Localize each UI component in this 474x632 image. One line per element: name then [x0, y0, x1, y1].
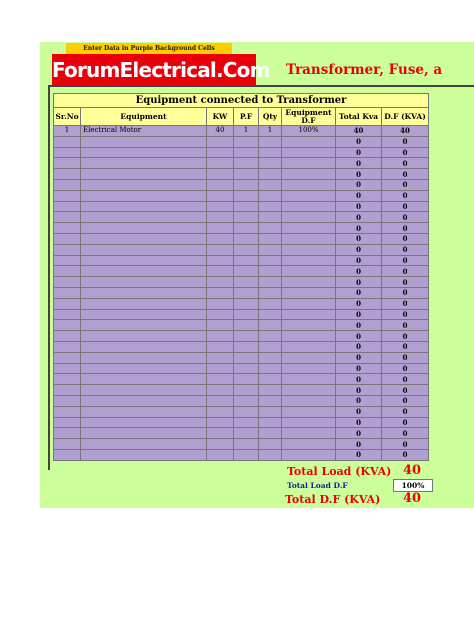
cell-equipment[interactable] — [81, 374, 207, 385]
cell-df-kva: 0 — [382, 395, 429, 406]
cell-pf[interactable] — [234, 374, 259, 385]
cell-total-kva: 0 — [336, 169, 382, 180]
cell-qty[interactable] — [259, 417, 282, 428]
table-row — [54, 147, 429, 158]
table-row — [54, 331, 429, 342]
cell-equipment-df[interactable] — [282, 158, 336, 169]
cell-equipment[interactable] — [81, 309, 207, 320]
cell-pf[interactable] — [234, 320, 259, 331]
cell-pf[interactable] — [234, 179, 259, 190]
col-header-equipment: Equipment — [81, 108, 207, 126]
cell-pf[interactable] — [234, 363, 259, 374]
table-row — [54, 190, 429, 201]
cell-df-kva: 0 — [382, 298, 429, 309]
cell-total-kva: 40 — [336, 126, 382, 137]
cell-kw[interactable] — [207, 341, 234, 352]
cell-qty[interactable] — [259, 147, 282, 158]
cell-kw[interactable] — [207, 233, 234, 244]
cell-kw[interactable] — [207, 277, 234, 288]
cell-qty[interactable] — [259, 352, 282, 363]
cell-pf[interactable] — [234, 255, 259, 266]
total-load-value: 40 — [403, 463, 422, 478]
cell-kw[interactable] — [207, 309, 234, 320]
cell-equipment-df[interactable] — [282, 223, 336, 234]
table-row — [54, 287, 429, 298]
cell-srno[interactable] — [54, 179, 81, 190]
col-header-equipment-df: Equipment D.F — [282, 108, 336, 126]
cell-total-kva: 0 — [336, 212, 382, 223]
cell-kw[interactable] — [207, 352, 234, 363]
cell-kw[interactable] — [207, 320, 234, 331]
cell-equipment[interactable] — [81, 244, 207, 255]
cell-pf[interactable] — [234, 147, 259, 158]
cell-total-kva: 0 — [336, 266, 382, 277]
cell-srno[interactable] — [54, 212, 81, 223]
cell-pf[interactable] — [234, 341, 259, 352]
cell-equipment[interactable] — [81, 255, 207, 266]
table-row — [54, 223, 429, 234]
cell-df-kva: 0 — [382, 201, 429, 212]
cell-qty[interactable] — [259, 363, 282, 374]
instruction-banner: Enter Data in Purple Background Cells — [66, 43, 232, 54]
cell-srno[interactable] — [54, 374, 81, 385]
total-load-df-label: Total Load D.F — [287, 481, 348, 490]
cell-total-kva: 0 — [336, 309, 382, 320]
table-row — [54, 417, 429, 428]
cell-srno[interactable] — [54, 363, 81, 374]
cell-total-kva: 0 — [336, 331, 382, 342]
cell-equipment[interactable] — [81, 147, 207, 158]
cell-equipment-df[interactable] — [282, 374, 336, 385]
cell-equipment-df[interactable] — [282, 331, 336, 342]
cell-total-kva: 0 — [336, 190, 382, 201]
table-row — [54, 244, 429, 255]
cell-kw[interactable] — [207, 179, 234, 190]
cell-df-kva: 0 — [382, 147, 429, 158]
cell-pf[interactable] — [234, 428, 259, 439]
cell-qty[interactable] — [259, 341, 282, 352]
cell-equipment-df[interactable] — [282, 136, 336, 147]
forum-electrical-logo[interactable]: ForumElectrical.Com — [52, 54, 256, 86]
cell-kw[interactable] — [207, 169, 234, 180]
cell-srno[interactable] — [54, 287, 81, 298]
col-header-srno: Sr.No — [54, 108, 81, 126]
cell-kw[interactable] — [207, 147, 234, 158]
cell-qty[interactable]: 1 — [259, 126, 282, 137]
cell-df-kva: 0 — [382, 406, 429, 417]
cell-qty[interactable] — [259, 266, 282, 277]
cell-equipment[interactable] — [81, 201, 207, 212]
cell-kw[interactable] — [207, 363, 234, 374]
cell-pf[interactable] — [234, 309, 259, 320]
cell-srno[interactable] — [54, 266, 81, 277]
cell-equipment-df[interactable] — [282, 352, 336, 363]
cell-total-kva: 0 — [336, 201, 382, 212]
cell-total-kva: 0 — [336, 233, 382, 244]
cell-qty[interactable] — [259, 374, 282, 385]
cell-pf[interactable] — [234, 201, 259, 212]
cell-equipment[interactable] — [81, 212, 207, 223]
cell-total-kva: 0 — [336, 352, 382, 363]
cell-equipment-df[interactable]: 100% — [282, 126, 336, 137]
cell-equipment-df[interactable] — [282, 428, 336, 439]
cell-total-kva: 0 — [336, 244, 382, 255]
cell-equipment-df[interactable] — [282, 385, 336, 396]
cell-srno[interactable] — [54, 309, 81, 320]
cell-qty[interactable] — [259, 439, 282, 450]
cell-srno[interactable] — [54, 147, 81, 158]
cell-df-kva: 0 — [382, 179, 429, 190]
table-row — [54, 341, 429, 352]
cell-equipment-df[interactable] — [282, 277, 336, 288]
cell-equipment[interactable] — [81, 428, 207, 439]
total-df-value: 40 — [403, 491, 422, 506]
cell-qty[interactable] — [259, 169, 282, 180]
cell-pf[interactable] — [234, 244, 259, 255]
cell-equipment[interactable] — [81, 385, 207, 396]
table-row — [54, 179, 429, 190]
cell-df-kva: 0 — [382, 331, 429, 342]
cell-srno[interactable] — [54, 417, 81, 428]
table-row — [54, 298, 429, 309]
cell-equipment-df[interactable] — [282, 406, 336, 417]
cell-srno[interactable] — [54, 320, 81, 331]
cell-equipment-df[interactable] — [282, 417, 336, 428]
cell-equipment[interactable]: Electrical Motor — [81, 126, 207, 137]
cell-total-kva: 0 — [336, 363, 382, 374]
page-title: Transformer, Fuse, a — [286, 62, 443, 78]
cell-equipment[interactable] — [81, 298, 207, 309]
cell-equipment[interactable] — [81, 223, 207, 234]
cell-kw[interactable] — [207, 449, 234, 460]
cell-pf[interactable] — [234, 331, 259, 342]
cell-equipment[interactable] — [81, 331, 207, 342]
cell-srno[interactable] — [54, 385, 81, 396]
cell-df-kva: 0 — [382, 363, 429, 374]
table-row — [54, 406, 429, 417]
cell-kw[interactable] — [207, 255, 234, 266]
cell-equipment-df[interactable] — [282, 179, 336, 190]
cell-equipment-df[interactable] — [282, 341, 336, 352]
cell-df-kva: 0 — [382, 352, 429, 363]
cell-srno[interactable] — [54, 439, 81, 450]
cell-total-kva: 0 — [336, 298, 382, 309]
cell-equipment[interactable] — [81, 266, 207, 277]
cell-kw[interactable] — [207, 223, 234, 234]
cell-qty[interactable] — [259, 158, 282, 169]
cell-equipment[interactable] — [81, 352, 207, 363]
cell-srno[interactable] — [54, 428, 81, 439]
cell-total-kva: 0 — [336, 341, 382, 352]
table-row — [54, 169, 429, 180]
cell-equipment[interactable] — [81, 439, 207, 450]
cell-equipment-df[interactable] — [282, 169, 336, 180]
cell-equipment[interactable] — [81, 169, 207, 180]
cell-pf[interactable] — [234, 158, 259, 169]
table-header-row — [54, 108, 429, 126]
cell-total-kva: 0 — [336, 406, 382, 417]
cell-df-kva: 0 — [382, 417, 429, 428]
total-df-label: Total D.F (KVA) — [285, 493, 381, 506]
cell-df-kva: 0 — [382, 169, 429, 180]
cell-df-kva: 0 — [382, 136, 429, 147]
cell-equipment-df[interactable] — [282, 395, 336, 406]
table-row — [54, 352, 429, 363]
cell-pf[interactable] — [234, 233, 259, 244]
cell-pf[interactable] — [234, 449, 259, 460]
cell-kw[interactable] — [207, 266, 234, 277]
table-row — [54, 374, 429, 385]
cell-equipment[interactable] — [81, 406, 207, 417]
cell-df-kva: 40 — [382, 126, 429, 137]
cell-equipment[interactable] — [81, 320, 207, 331]
cell-total-kva: 0 — [336, 136, 382, 147]
table-row — [54, 136, 429, 147]
cell-kw[interactable] — [207, 298, 234, 309]
cell-pf[interactable] — [234, 406, 259, 417]
cell-qty[interactable] — [259, 287, 282, 298]
cell-pf[interactable] — [234, 266, 259, 277]
cell-total-kva: 0 — [336, 395, 382, 406]
table-row — [54, 385, 429, 396]
cell-kw[interactable] — [207, 158, 234, 169]
table-row — [54, 255, 429, 266]
cell-pf[interactable] — [234, 136, 259, 147]
col-header-df-kva: D.F (KVA) — [382, 108, 429, 126]
table-row — [54, 126, 429, 137]
cell-qty[interactable] — [259, 298, 282, 309]
cell-kw[interactable] — [207, 374, 234, 385]
cell-srno[interactable] — [54, 158, 81, 169]
cell-srno[interactable] — [54, 169, 81, 180]
cell-total-kva: 0 — [336, 287, 382, 298]
cell-equipment-df[interactable] — [282, 201, 336, 212]
cell-equipment[interactable] — [81, 233, 207, 244]
cell-equipment-df[interactable] — [282, 266, 336, 277]
cell-qty[interactable] — [259, 223, 282, 234]
cell-equipment-df[interactable] — [282, 309, 336, 320]
equipment-table — [53, 93, 429, 461]
cell-total-kva: 0 — [336, 179, 382, 190]
cell-total-kva: 0 — [336, 374, 382, 385]
cell-kw[interactable] — [207, 287, 234, 298]
cell-total-kva: 0 — [336, 428, 382, 439]
cell-srno[interactable] — [54, 244, 81, 255]
cell-equipment-df[interactable] — [282, 255, 336, 266]
table-row — [54, 363, 429, 374]
cell-total-kva: 0 — [336, 449, 382, 460]
cell-df-kva: 0 — [382, 341, 429, 352]
cell-pf[interactable] — [234, 277, 259, 288]
table-row — [54, 449, 429, 460]
table-row — [54, 201, 429, 212]
cell-total-kva: 0 — [336, 385, 382, 396]
cell-pf[interactable] — [234, 223, 259, 234]
table-row — [54, 439, 429, 450]
cell-total-kva: 0 — [336, 439, 382, 450]
col-header-pf: P.F — [234, 108, 259, 126]
cell-df-kva: 0 — [382, 439, 429, 450]
cell-pf[interactable] — [234, 439, 259, 450]
cell-kw[interactable] — [207, 244, 234, 255]
cell-total-kva: 0 — [336, 255, 382, 266]
cell-equipment-df[interactable] — [282, 449, 336, 460]
cell-qty[interactable] — [259, 320, 282, 331]
cell-equipment-df[interactable] — [282, 298, 336, 309]
cell-equipment-df[interactable] — [282, 212, 336, 223]
cell-equipment[interactable] — [81, 449, 207, 460]
cell-df-kva: 0 — [382, 223, 429, 234]
cell-kw[interactable] — [207, 428, 234, 439]
cell-srno[interactable] — [54, 136, 81, 147]
cell-df-kva: 0 — [382, 158, 429, 169]
cell-srno[interactable] — [54, 298, 81, 309]
cell-pf[interactable] — [234, 169, 259, 180]
cell-qty[interactable] — [259, 244, 282, 255]
cell-srno[interactable] — [54, 190, 81, 201]
table-row — [54, 395, 429, 406]
cell-kw[interactable] — [207, 439, 234, 450]
cell-kw[interactable] — [207, 331, 234, 342]
cell-kw[interactable]: 40 — [207, 126, 234, 137]
cell-qty[interactable] — [259, 385, 282, 396]
cell-total-kva: 0 — [336, 320, 382, 331]
table-row — [54, 320, 429, 331]
table-row — [54, 266, 429, 277]
cell-kw[interactable] — [207, 406, 234, 417]
cell-equipment-df[interactable] — [282, 244, 336, 255]
cell-pf[interactable] — [234, 417, 259, 428]
cell-equipment[interactable] — [81, 417, 207, 428]
cell-equipment[interactable] — [81, 158, 207, 169]
cell-total-kva: 0 — [336, 158, 382, 169]
cell-pf[interactable] — [234, 212, 259, 223]
cell-srno[interactable] — [54, 341, 81, 352]
table-row — [54, 277, 429, 288]
cell-kw[interactable] — [207, 395, 234, 406]
cell-qty[interactable] — [259, 277, 282, 288]
total-load-label: Total Load (KVA) — [287, 465, 392, 478]
cell-kw[interactable] — [207, 136, 234, 147]
cell-srno[interactable] — [54, 277, 81, 288]
cell-equipment[interactable] — [81, 341, 207, 352]
cell-df-kva: 0 — [382, 233, 429, 244]
col-header-qty: Qty — [259, 108, 282, 126]
cell-qty[interactable] — [259, 395, 282, 406]
col-header-kw: KW — [207, 108, 234, 126]
cell-qty[interactable] — [259, 190, 282, 201]
cell-df-kva: 0 — [382, 244, 429, 255]
cell-df-kva: 0 — [382, 212, 429, 223]
cell-srno[interactable] — [54, 395, 81, 406]
cell-df-kva: 0 — [382, 428, 429, 439]
cell-df-kva: 0 — [382, 385, 429, 396]
cell-df-kva: 0 — [382, 320, 429, 331]
table-row — [54, 212, 429, 223]
cell-total-kva: 0 — [336, 147, 382, 158]
cell-qty[interactable] — [259, 212, 282, 223]
cell-equipment[interactable] — [81, 277, 207, 288]
table-row — [54, 158, 429, 169]
cell-srno[interactable] — [54, 201, 81, 212]
cell-equipment[interactable] — [81, 363, 207, 374]
cell-equipment-df[interactable] — [282, 147, 336, 158]
cell-qty[interactable] — [259, 255, 282, 266]
cell-kw[interactable] — [207, 385, 234, 396]
cell-df-kva: 0 — [382, 266, 429, 277]
cell-qty[interactable] — [259, 449, 282, 460]
table-caption: Equipment connected to Transformer — [54, 94, 429, 108]
cell-pf[interactable] — [234, 395, 259, 406]
cell-srno[interactable] — [54, 255, 81, 266]
cell-equipment[interactable] — [81, 190, 207, 201]
cell-srno[interactable]: 1 — [54, 126, 81, 137]
cell-pf[interactable] — [234, 385, 259, 396]
cell-kw[interactable] — [207, 212, 234, 223]
cell-equipment[interactable] — [81, 136, 207, 147]
cell-df-kva: 0 — [382, 287, 429, 298]
cell-kw[interactable] — [207, 417, 234, 428]
cell-total-kva: 0 — [336, 417, 382, 428]
cell-kw[interactable] — [207, 190, 234, 201]
cell-df-kva: 0 — [382, 255, 429, 266]
cell-qty[interactable] — [259, 136, 282, 147]
cell-df-kva: 0 — [382, 374, 429, 385]
cell-equipment[interactable] — [81, 395, 207, 406]
cell-qty[interactable] — [259, 428, 282, 439]
cell-qty[interactable] — [259, 201, 282, 212]
cell-equipment-df[interactable] — [282, 287, 336, 298]
cell-srno[interactable] — [54, 352, 81, 363]
cell-df-kva: 0 — [382, 190, 429, 201]
cell-srno[interactable] — [54, 233, 81, 244]
cell-qty[interactable] — [259, 309, 282, 320]
cell-kw[interactable] — [207, 201, 234, 212]
cell-pf[interactable] — [234, 298, 259, 309]
cell-df-kva: 0 — [382, 277, 429, 288]
table-row — [54, 428, 429, 439]
cell-total-kva: 0 — [336, 223, 382, 234]
col-header-total-kva: Total Kva — [336, 108, 382, 126]
cell-qty[interactable] — [259, 233, 282, 244]
cell-equipment-df[interactable] — [282, 363, 336, 374]
cell-srno[interactable] — [54, 331, 81, 342]
cell-qty[interactable] — [259, 331, 282, 342]
cell-qty[interactable] — [259, 179, 282, 190]
cell-pf[interactable] — [234, 352, 259, 363]
cell-df-kva: 0 — [382, 309, 429, 320]
cell-srno[interactable] — [54, 223, 81, 234]
cell-equipment-df[interactable] — [282, 233, 336, 244]
table-row — [54, 309, 429, 320]
table-row — [54, 233, 429, 244]
cell-pf[interactable]: 1 — [234, 126, 259, 137]
cell-qty[interactable] — [259, 406, 282, 417]
cell-srno[interactable] — [54, 449, 81, 460]
cell-pf[interactable] — [234, 190, 259, 201]
cell-pf[interactable] — [234, 287, 259, 298]
cell-srno[interactable] — [54, 406, 81, 417]
cell-equipment-df[interactable] — [282, 190, 336, 201]
cell-equipment[interactable] — [81, 179, 207, 190]
cell-equipment-df[interactable] — [282, 320, 336, 331]
cell-total-kva: 0 — [336, 277, 382, 288]
cell-equipment-df[interactable] — [282, 439, 336, 450]
total-load-df-input[interactable]: 100% — [393, 479, 433, 492]
cell-equipment[interactable] — [81, 287, 207, 298]
cell-df-kva: 0 — [382, 449, 429, 460]
